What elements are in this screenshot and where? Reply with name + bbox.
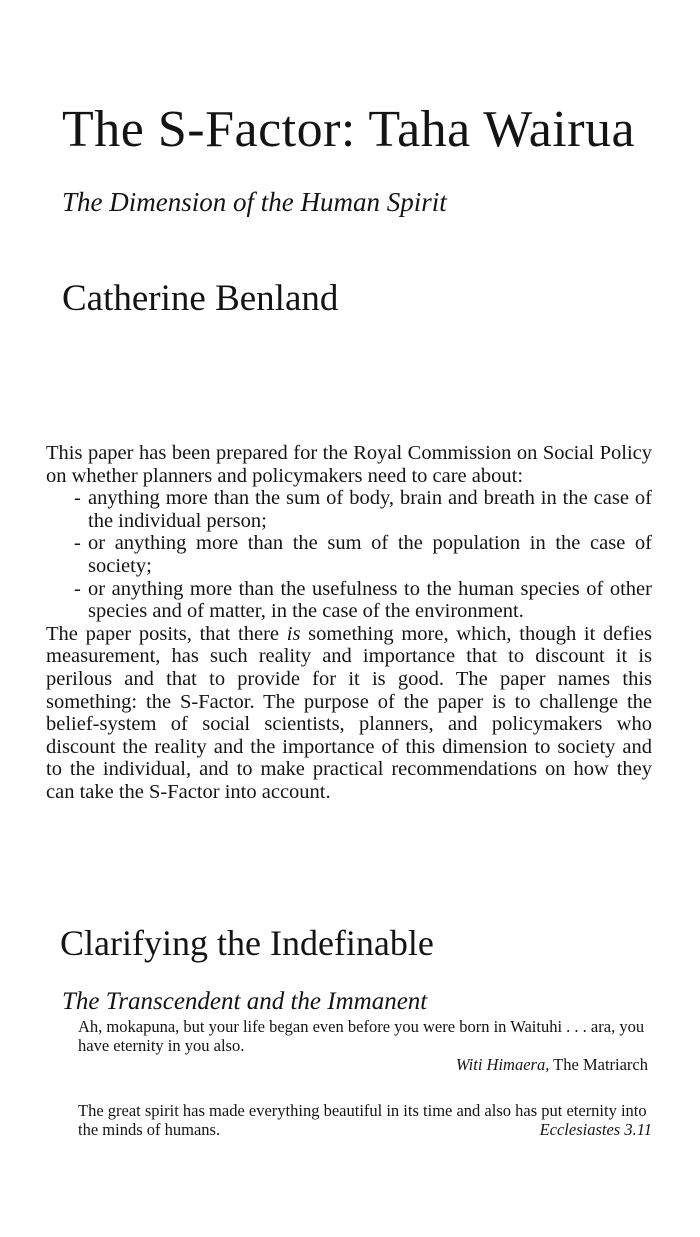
quote-text [78,1101,652,1139]
author-name: Catherine Benland [62,278,339,319]
quote-body: The great spirit has made everything beautiful in its time and also has put eternity into the minds of humans. [78,1101,647,1139]
abstract-body-part1: The paper posits, that there [46,622,287,645]
abstract-intro: This paper has been prepared for the Royal Commission on Social Policy on whether planners and policymakers need to care about: [46,442,652,487]
abstract-list [46,487,652,623]
quote-author: Witi Himaera, [455,1055,550,1074]
abstract-list-item: - anything more than the sum of body, brain and breath in the case of the individual person; [74,487,652,532]
quote-source: Ecclesiastes 3.11 [539,1120,652,1139]
abstract [46,442,652,804]
section-heading: Clarifying the Indefinable [60,923,434,963]
abstract-list-item: - or anything more than the usefulness to the human species of other species and of matter, in the case of the environment. [74,578,652,623]
abstract-body-part2: something more, which, though it defies measurement, has such reality and importance that to discount it is perilous and that to provide for it is good. The paper names this something: the S-Factor. The purpose of the paper is to challenge the belief-system of social scientists, planners, and policymakers who discount the reality and the importance of this dimension to society and to the individual, and to make practical recommendations on how they can take the S-Factor into account. [46,622,653,803]
paper-subtitle: The Dimension of the Human Spirit [62,187,447,217]
abstract-body [46,623,652,804]
quote-work: The Matriarch [549,1055,648,1074]
epigraph-quote [78,1017,652,1074]
paper-title: The S-Factor: Taha Wairua [62,101,636,158]
subsection-heading: The Transcendent and the Immanent [62,988,428,1015]
quote-text: Ah, mokapuna, but your life began even before you were born in Waituhi . . . ara, you have eternity in you also. [78,1017,645,1055]
quote-attribution [78,1055,652,1074]
abstract-body-emphasis: is [286,622,301,645]
epigraph-quote [78,1101,652,1139]
abstract-list-item: - or anything more than the sum of the population in the case of society; [74,532,652,577]
